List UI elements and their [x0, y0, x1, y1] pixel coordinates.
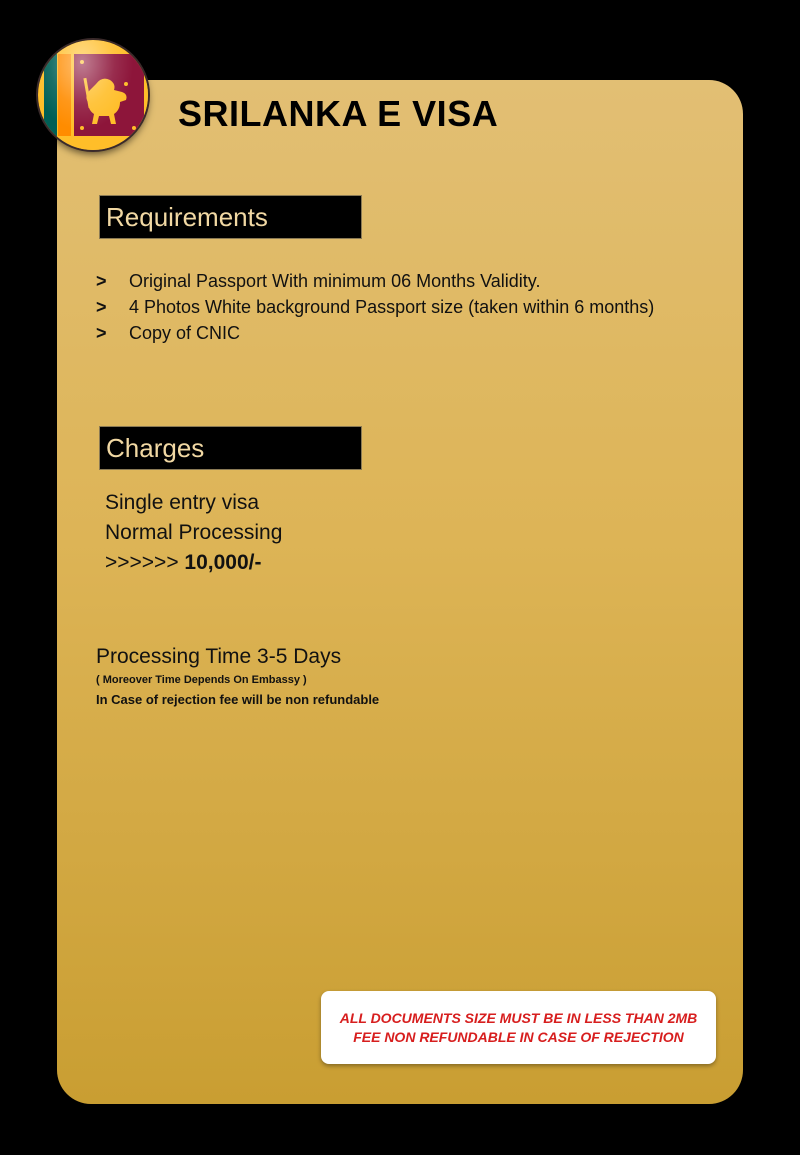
processing-type: Normal Processing: [105, 521, 283, 544]
requirement-text: Copy of CNIC: [129, 323, 241, 343]
visa-type: Single entry visa: [105, 491, 260, 514]
list-item: [96, 268, 654, 294]
list-item: [96, 320, 654, 346]
processing-note: ( Moreover Time Depends On Embassy ): [96, 674, 307, 686]
requirement-text: Original Passport With minimum 06 Months Validity.: [129, 271, 541, 291]
list-item: [96, 294, 654, 320]
requirements-heading: Requirements: [99, 195, 362, 239]
requirement-text: 4 Photos White background Passport size (taken within 6 months): [129, 297, 655, 317]
chevron-right-icon: >: [96, 323, 107, 343]
chevron-right-icon: >: [96, 297, 107, 317]
price-amount: 10,000/-: [184, 551, 262, 574]
chevron-right-icon: >: [96, 271, 107, 291]
charges-details: [105, 488, 282, 578]
processing-time: Processing Time 3-5 Days: [96, 645, 342, 668]
charges-heading: Charges: [99, 426, 362, 470]
price-line: [105, 548, 282, 578]
page-title: SRILANKA E VISA: [178, 93, 499, 134]
notice-line-1: ALL DOCUMENTS SIZE MUST BE IN LESS THAN 2MB: [339, 1009, 698, 1026]
notice-line-2: FEE NON REFUNDABLE IN CASE OF REJECTION: [353, 1028, 684, 1045]
price-prefix: >>>>>>: [105, 551, 185, 574]
rejection-note: In Case of rejection fee will be non refundable: [96, 692, 380, 707]
requirements-list: [96, 268, 654, 346]
notice-box: [321, 991, 716, 1064]
sri-lanka-flag-icon: [38, 40, 148, 150]
